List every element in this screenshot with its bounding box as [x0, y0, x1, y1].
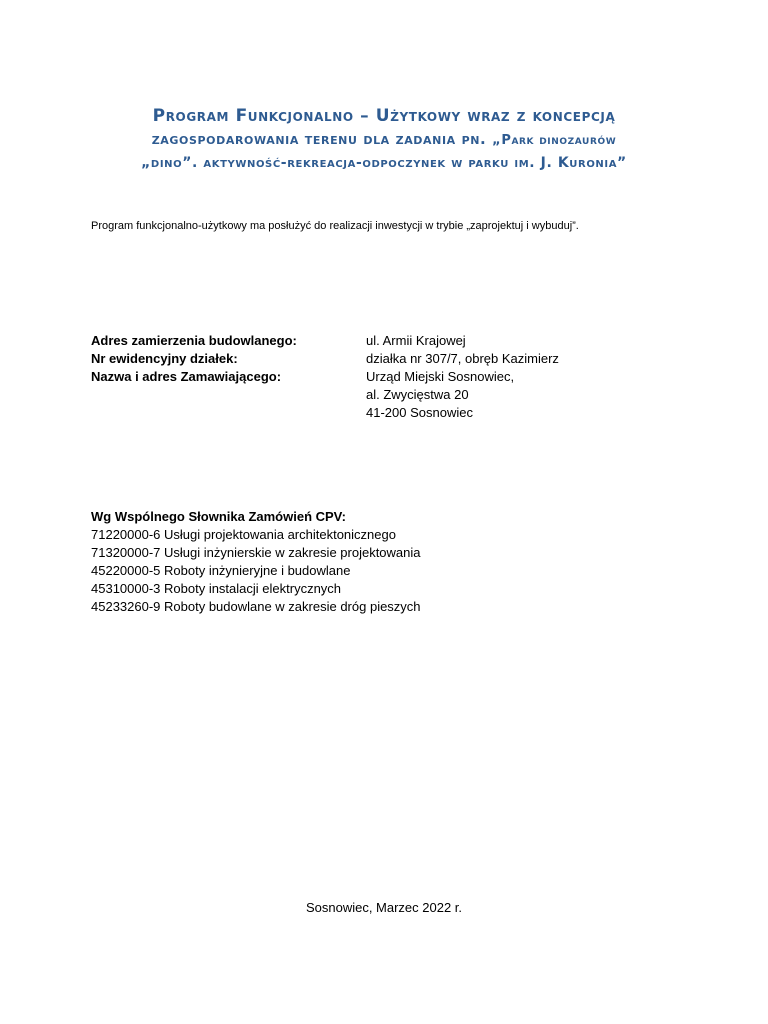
cpv-item: 71320000-7 Usługi inżynierskie w zakresie projektowania [91, 545, 421, 560]
title-line-2 [60, 128, 708, 152]
info-row-address [91, 332, 559, 350]
place-date-footer: Sosnowiec, Marzec 2022 r. [305, 900, 463, 915]
title-line-3: „dino”. aktywność-rekreacja-odpoczynek w parku im. J. Kuronia” [141, 155, 627, 171]
title-line-2-quote: „Park dinozaurów [492, 133, 617, 148]
info-label [91, 386, 366, 404]
info-label: Nr ewidencyjny działek: [91, 351, 238, 366]
info-label: Nazwa i adres Zamawiającego: [91, 369, 282, 384]
cpv-item: 45233260-9 Roboty budowlane w zakresie dróg pieszych [91, 599, 421, 614]
cpv-item: 45310000-3 Roboty instalacji elektrycznych [91, 581, 342, 596]
document-title [60, 104, 708, 174]
info-row-client [91, 368, 559, 386]
info-label [91, 404, 366, 422]
info-value: działka nr 307/7, obręb Kazimierz [366, 351, 559, 366]
info-row-client-street [91, 386, 559, 404]
info-row-client-city [91, 404, 559, 422]
info-value: al. Zwycięstwa 20 [366, 387, 469, 402]
info-value: 41-200 Sosnowiec [366, 405, 473, 420]
title-line-1: Program Funkcjonalno – Użytkowy wraz z koncepcją [152, 106, 616, 126]
intro-paragraph: Program funkcjonalno-użytkowy ma posłużyć do realizacji inwestycji w trybie „zaprojektuj i wybuduj”. [91, 220, 579, 232]
info-row-parcel [91, 350, 559, 368]
cpv-heading: Wg Wspólnego Słownika Zamówień CPV: [91, 509, 346, 524]
investment-info-table [91, 332, 559, 422]
title-line-2-main: zagospodarowania terenu dla zadania pn. [151, 130, 493, 148]
info-label: Adres zamierzenia budowlanego: [91, 333, 297, 348]
cpv-item: 45220000-5 Roboty inżynieryjne i budowlane [91, 563, 351, 578]
cpv-item: 71220000-6 Usługi projektowania architektonicznego [91, 527, 396, 542]
cpv-section [91, 508, 421, 616]
info-value: Urząd Miejski Sosnowiec, [366, 369, 515, 384]
info-value: ul. Armii Krajowej [366, 333, 466, 348]
